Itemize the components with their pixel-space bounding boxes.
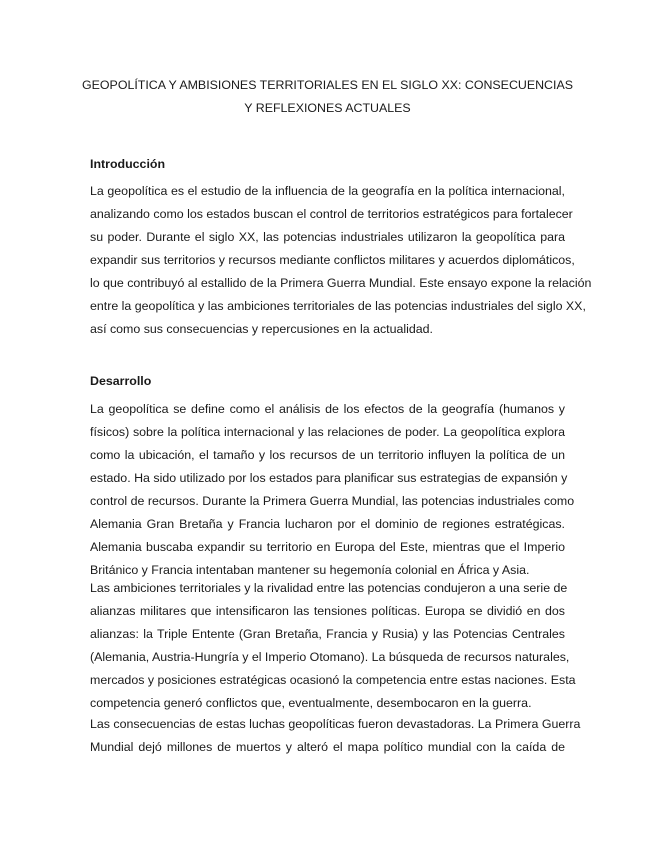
- development-line: alianzas: la Triple Entente (Gran Bretaña, Francia y Rusia) y las Potencias Centrales: [90, 627, 565, 641]
- development-line: competencia generó conflictos que, eventualmente, desembocaron en la guerra.: [90, 696, 532, 710]
- development-line: Alemania buscaba expandir su territorio en Europa del Este, mientras que el Imperio: [90, 540, 565, 554]
- title-line-2: Y REFLEXIONES ACTUALES: [244, 101, 411, 115]
- development-paragraph-3: [90, 713, 581, 759]
- development-line: Las consecuencias de estas luchas geopolíticas fueron devastadoras. La Primera Guerra: [90, 717, 581, 731]
- development-line: Las ambiciones territoriales y la rivalidad entre las potencias condujeron a una serie de: [90, 581, 568, 595]
- development-line: Británico y Francia intentaban mantener su hegemonía colonial en África y Asia.: [90, 563, 530, 577]
- intro-line: expandir sus territorios y recursos mediante conflictos militares y acuerdos diplomáticos,: [90, 253, 575, 267]
- development-paragraph-1: [90, 398, 575, 582]
- intro-line: La geopolítica es el estudio de la influencia de la geografía en la política internacional,: [90, 184, 565, 198]
- development-heading: Desarrollo: [90, 374, 152, 388]
- intro-line: su poder. Durante el siglo XX, las potencias industriales utilizaron la geopolítica para: [90, 230, 565, 244]
- intro-paragraph: [90, 180, 592, 341]
- development-line: control de recursos. Durante la Primera Guerra Mundial, las potencias industriales como: [90, 494, 575, 508]
- development-paragraph-2: [90, 577, 576, 715]
- development-line: físicos) sobre la política internacional y las relaciones de poder. La geopolítica explora: [90, 425, 565, 439]
- development-line: alianzas militares que intensificaron las tensiones políticas. Europa se dividió en dos: [90, 604, 565, 618]
- intro-heading: Introducción: [90, 157, 166, 171]
- intro-line: así como sus consecuencias y repercusiones en la actualidad.: [90, 322, 433, 336]
- development-line: (Alemania, Austria-Hungría y el Imperio Otomano). La búsqueda de recursos naturales,: [90, 650, 570, 664]
- development-line: como la ubicación, el tamaño y los recursos de un territorio influyen la política de un: [90, 448, 565, 462]
- document-title: [80, 74, 575, 120]
- intro-line: lo que contribuyó al estallido de la Primera Guerra Mundial. Este ensayo expone la relación: [90, 276, 592, 290]
- development-line: La geopolítica se define como el análisis de los efectos de la geografía (humanos y: [90, 402, 565, 416]
- development-line: Alemania Gran Bretaña y Francia lucharon por el dominio de regiones estratégicas.: [90, 517, 565, 531]
- intro-line: entre la geopolítica y las ambiciones territoriales de las potencias industriales del siglo XX,: [90, 299, 586, 313]
- development-line: mercados y posiciones estratégicas ocasionó la competencia entre estas naciones. Esta: [90, 673, 576, 687]
- intro-line: analizando como los estados buscan el control de territorios estratégicos para fortalecer: [90, 207, 573, 221]
- development-line: Mundial dejó millones de muertos y alteró el mapa político mundial con la caída de: [90, 740, 565, 754]
- title-line-1: GEOPOLÍTICA Y AMBISIONES TERRITORIALES EN EL SIGLO XX: CONSECUENCIAS: [82, 78, 573, 92]
- development-line: estado. Ha sido utilizado por los estados para planificar sus estrategias de expansión y: [90, 471, 568, 485]
